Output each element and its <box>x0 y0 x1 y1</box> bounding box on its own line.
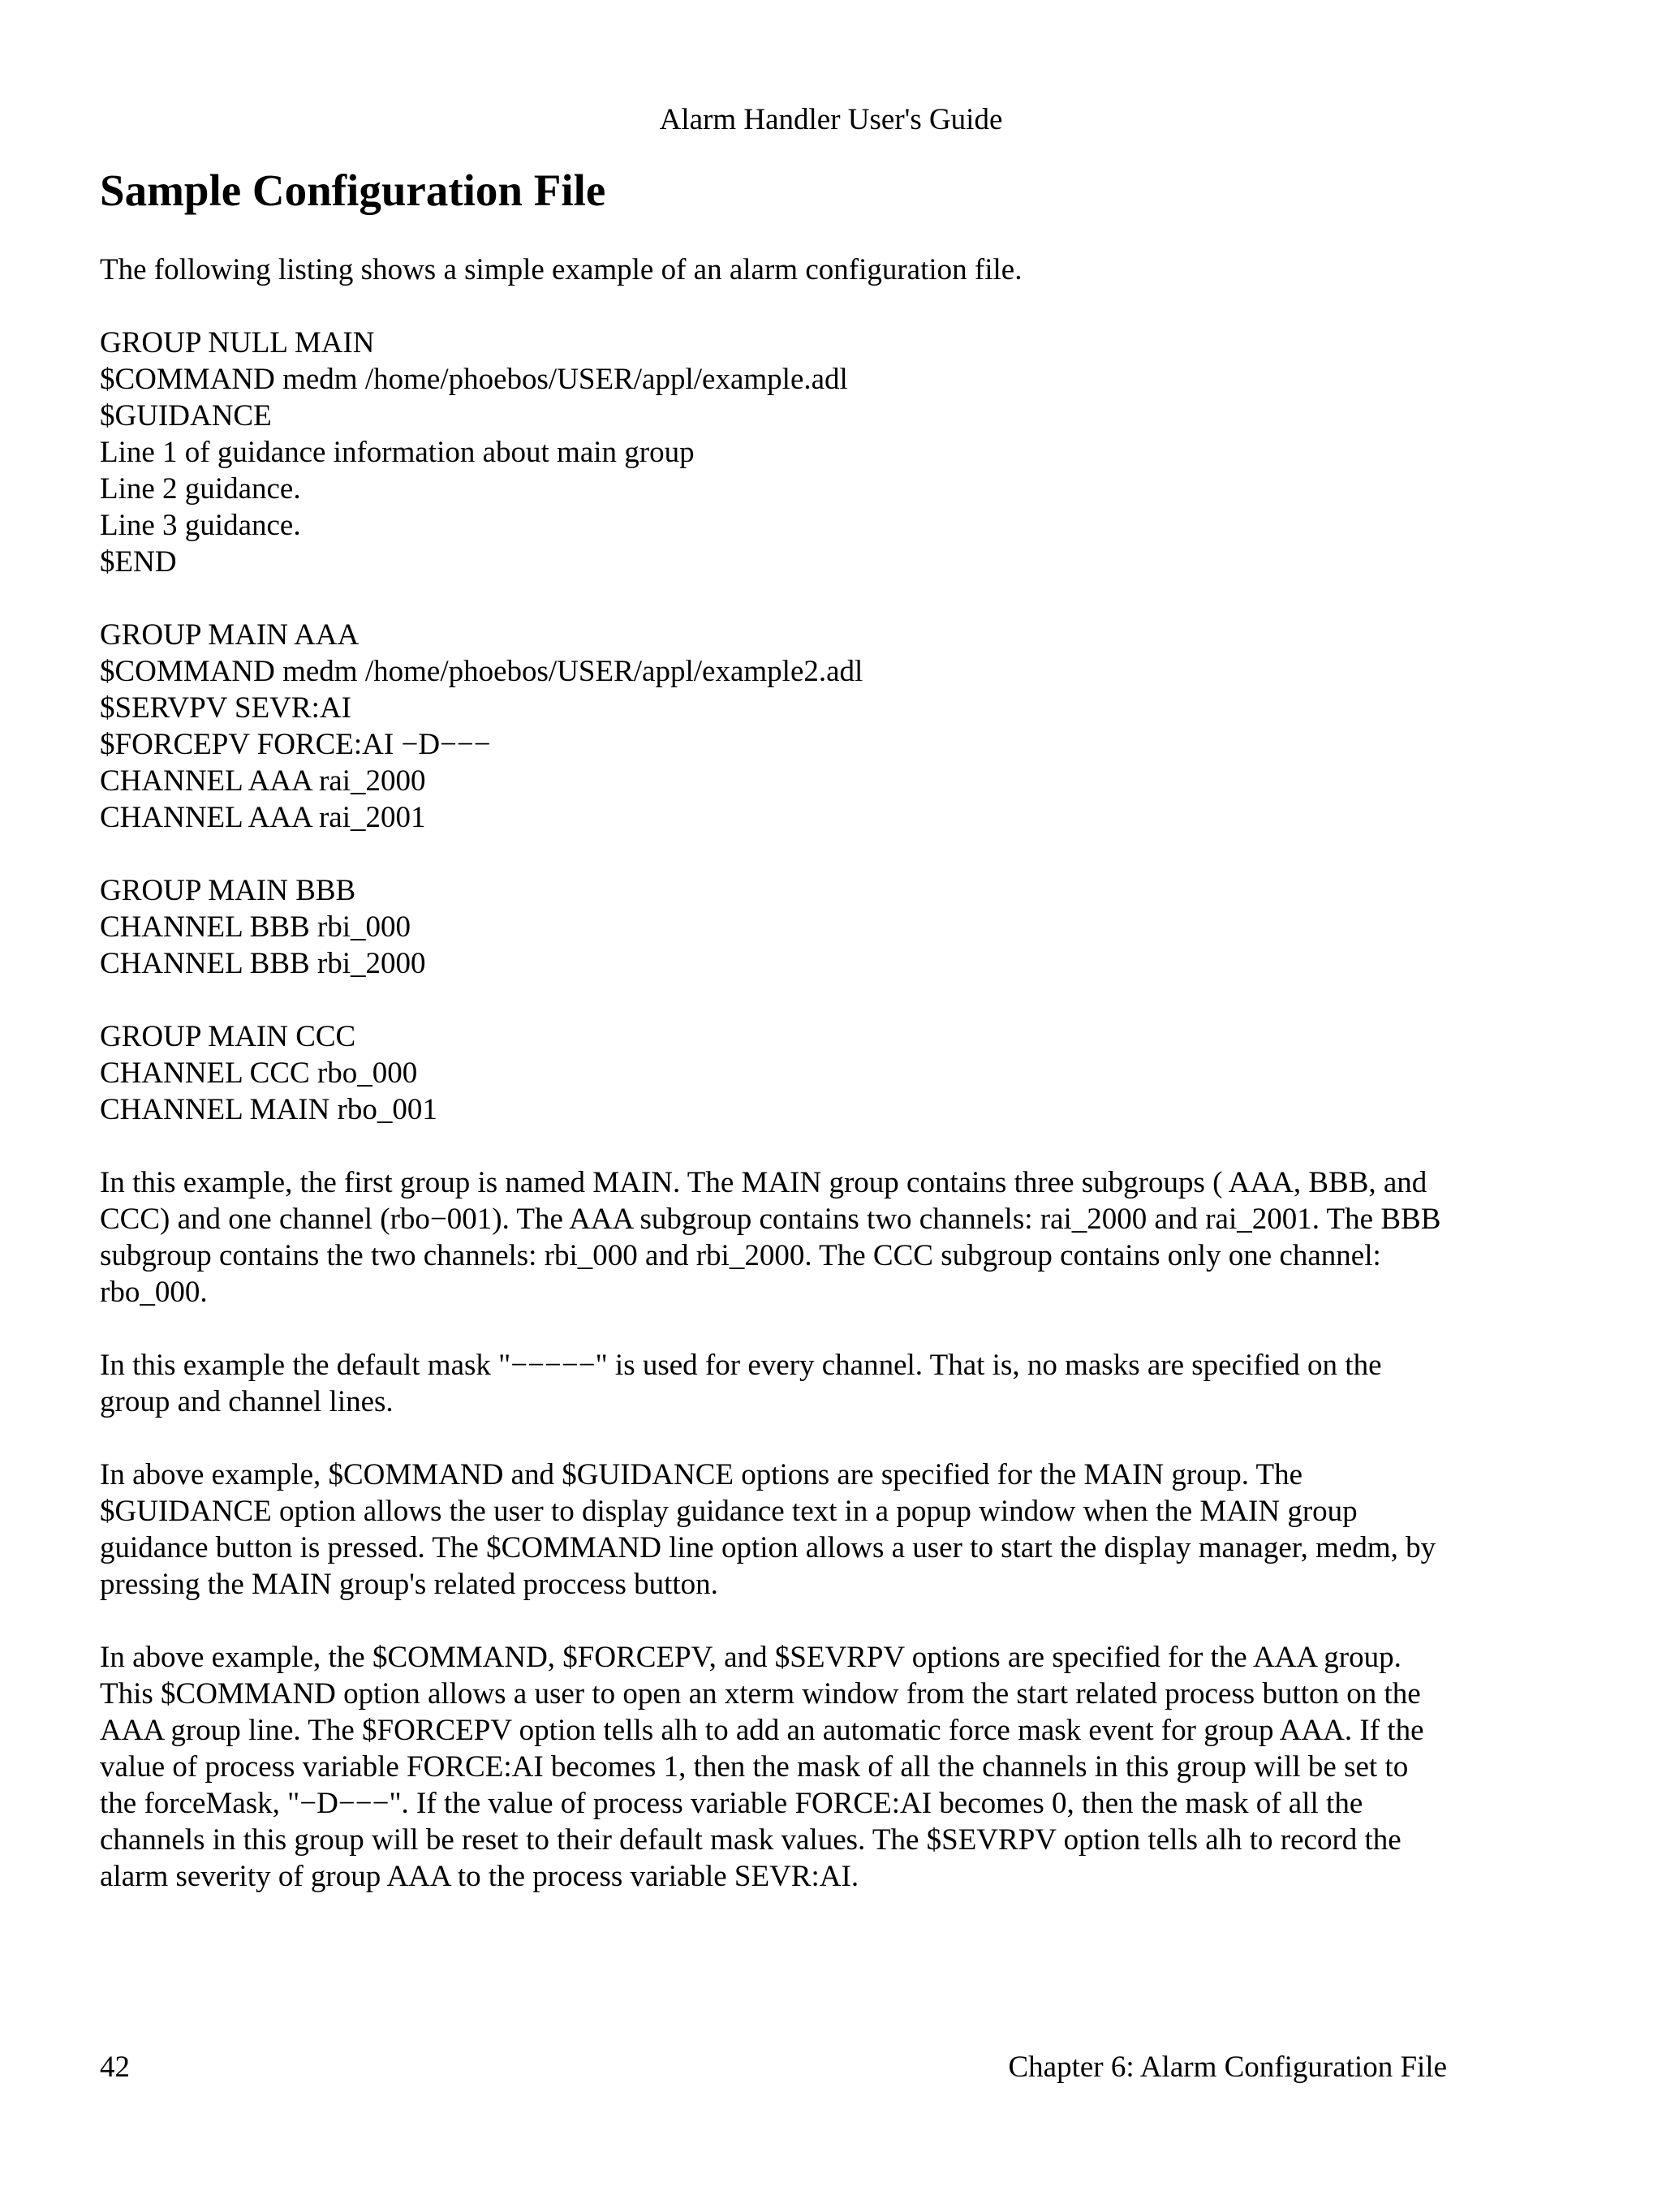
listing-line: $SERVPV SEVR:AI <box>100 691 351 725</box>
section-title: Sample Configuration File <box>100 166 606 215</box>
body-paragraph: In this example, the first group is named MAIN. The MAIN group contains three subgroups ( AAA, BBB, and CCC) and one channel (rbo−001). The AAA subgroup contains two channels: rai_2000 and rai_2001. The BBB subgroup contains the two channels: rbi_000 and rbi_2000. The CCC subgroup contains only one channel: rbo_000. <box>100 1166 1441 1309</box>
listing-line: Line 2 guidance. <box>100 472 301 506</box>
listing-line: GROUP MAIN AAA <box>100 618 360 652</box>
listing-line: $COMMAND medm /home/phoebos/USER/appl/example2.adl <box>100 655 863 688</box>
intro-paragraph: The following listing shows a simple example of an alarm configuration file. <box>100 253 1023 286</box>
listing-line: $GUIDANCE <box>100 399 272 433</box>
listing-block-bbb <box>100 872 1447 982</box>
listing-line: Line 3 guidance. <box>100 509 301 542</box>
page-content <box>100 162 1447 1931</box>
listing-line: CHANNEL AAA rai_2001 <box>100 801 426 834</box>
listing-block-ccc <box>100 1018 1447 1128</box>
listing-line: GROUP MAIN BBB <box>100 874 356 907</box>
listing-block-aaa <box>100 617 1447 836</box>
listing-line: GROUP MAIN CCC <box>100 1020 356 1053</box>
listing-line: $FORCEPV FORCE:AI −D−−− <box>100 728 491 761</box>
listing-line: Line 1 of guidance information about main group <box>100 436 695 469</box>
chapter-title: Chapter 6: Alarm Configuration File <box>1008 2051 1447 2084</box>
listing-line: CHANNEL AAA rai_2000 <box>100 764 426 798</box>
page-number: 42 <box>100 2051 130 2084</box>
body-paragraph: In this example the default mask "−−−−−" is used for every channel. That is, no masks are specified on the group and channel lines. <box>100 1349 1382 1418</box>
running-header: Alarm Handler User's Guide <box>659 103 1003 136</box>
listing-line: CHANNEL BBB rbi_2000 <box>100 947 426 980</box>
body-paragraph: In above example, the $COMMAND, $FORCEPV, and $SEVRPV options are specified for the AAA group. This $COMMAND option allows a user to open an xterm window from the start related process button on the AAA group line. The $FORCEPV option tells alh to add an automatic force mask event for group AAA. If the value of process variable FORCE:AI becomes 1, then the mask of all the channels in this group will be set to the forceMask, "−D−−−". If the value of process variable FORCE:AI becomes 0, then the mask of all the channels in this group will be reset to their default mask values. The $SEVRPV option tells alh to record the alarm severity of group AAA to the process variable SEVR:AI. <box>100 1641 1424 1893</box>
listing-line: CHANNEL MAIN rbo_001 <box>100 1093 437 1126</box>
body-paragraph: In above example, $COMMAND and $GUIDANCE options are specified for the MAIN group. The $GUIDANCE option allows the user to display guidance text in a popup window when the MAIN group guidance button is pressed. The $COMMAND line option allows a user to start the display manager, medm, by pressing the MAIN group's related proccess button. <box>100 1458 1436 1601</box>
listing-block-main <box>100 325 1447 580</box>
listing-line: $COMMAND medm /home/phoebos/USER/appl/example.adl <box>100 363 848 396</box>
config-listing <box>100 325 1447 1128</box>
listing-line: CHANNEL BBB rbi_000 <box>100 910 411 944</box>
listing-line: GROUP NULL MAIN <box>100 326 375 359</box>
listing-line: $END <box>100 545 177 579</box>
listing-line: CHANNEL CCC rbo_000 <box>100 1057 418 1090</box>
